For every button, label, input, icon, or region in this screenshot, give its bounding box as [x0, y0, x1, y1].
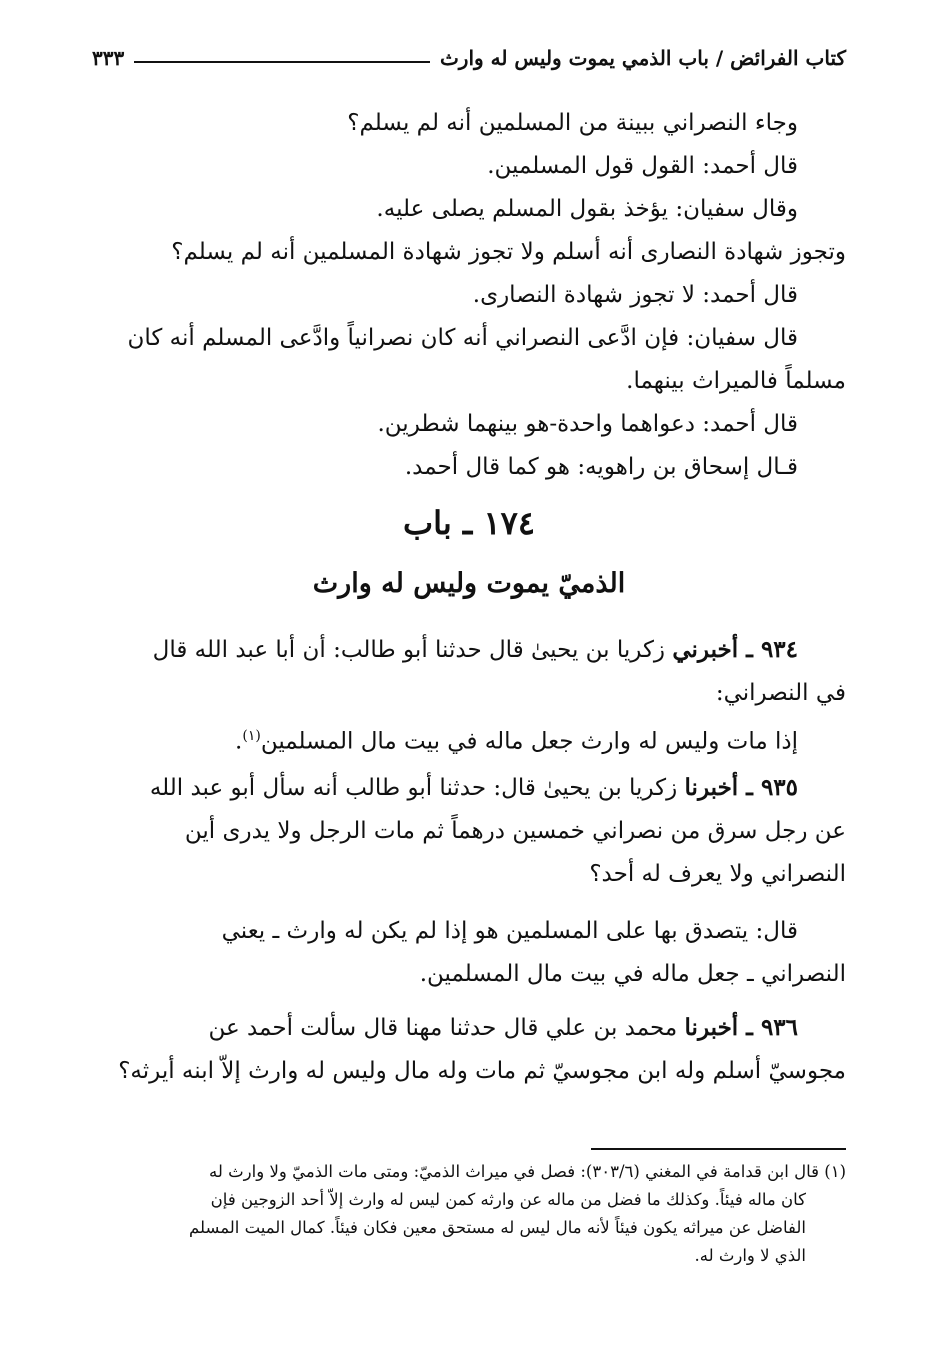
text-line — [92, 628, 846, 672]
hadith-934 — [92, 628, 846, 764]
text-line: وقال سفيان: يؤخذ بقول المسلم يصلى عليه. — [376, 196, 798, 222]
footnote-line: كان ماله فيئاً. وكذلك ما فضل من ماله عن وارثه كمن ليس له وارث إلاّ أحد الزوجين فإن — [210, 1190, 806, 1209]
text-line: في النصراني: — [715, 680, 846, 706]
text-line — [92, 715, 846, 764]
text-line: قال: يتصدق بها على المسلمين هو إذا لم يكن له وارث ـ يعني — [221, 918, 798, 944]
page-number: ٣٣٣ — [92, 46, 125, 70]
text-line: النصراني ـ جعل ماله في بيت مال المسلمين. — [419, 961, 846, 987]
text-line: مجوسيّ أسلم وله ابن مجوسيّ ثم مات وله مال وليس له وارث إلاّ ابنه أيرثه؟ — [118, 1058, 846, 1084]
period: . — [235, 728, 243, 755]
footnote-separator — [591, 1148, 846, 1150]
hadith-935 — [92, 766, 846, 896]
hadith-text: محمد بن علي قال حدثنا مهنا قال سألت أحمد عن — [208, 1015, 685, 1041]
section-dialogue — [92, 102, 846, 489]
text-line: قال سفيان: فإن ادَّعى النصراني أنه كان نصرانياً وادَّعى المسلم أنه كان — [127, 325, 798, 351]
text-line: وجاء النصراني ببينة من المسلمين أنه لم يسلم؟ — [347, 110, 798, 136]
text-line — [92, 1006, 846, 1050]
text-line: وتجوز شهادة النصارى أنه أسلم ولا تجوز شهادة المسلمين أنه لم يسلم؟ — [171, 239, 846, 265]
hadith-label: ٩٣٦ ـ أخبرنا — [684, 1014, 798, 1041]
answer-935 — [92, 910, 846, 996]
text-line: النصراني ولا يعرف له أحد؟ — [589, 861, 846, 887]
text-line: قال أحمد: لا تجوز شهادة النصارى. — [472, 282, 798, 308]
text-line: مسلماً فالميراث بينهما. — [626, 368, 846, 394]
footnote-line: (١) قال ابن قدامة في المغني (٣٠٣/٦): فصل في ميراث الذميّ: ومتى مات الذميّ ولا وارث له — [209, 1162, 846, 1181]
hadith-text: زكريا بن يحيىٰ قال: حدثنا أبو طالب أنه سأل أبو عبد الله — [149, 775, 685, 801]
text-line: قال أحمد: دعواهما واحدة-هو بينهما شطرين. — [377, 411, 798, 437]
text-line: قـال إسحاق بن راهويه: هو كما قال أحمد. — [404, 454, 798, 480]
footnote-line: الذي لا وارث له. — [694, 1246, 806, 1265]
chapter-subtitle: الذميّ يموت وليس له وارث — [312, 568, 626, 599]
footnote-ref: (١) — [242, 728, 261, 744]
header-title: كتاب الفرائض / باب الذمي يموت وليس له وارث — [439, 46, 846, 70]
header-rule — [134, 61, 430, 63]
text-line: عن رجل سرق من نصراني خمسين درهماً ثم مات الرجل ولا يدرى أين — [184, 818, 846, 844]
hadith-text: إذا مات وليس له وارث جعل ماله في بيت مال المسلمين — [260, 728, 798, 755]
hadith-label: ٩٣٥ ـ أخبرنا — [684, 774, 798, 801]
running-header — [92, 38, 846, 78]
footnotes — [92, 1158, 846, 1270]
text-line — [92, 766, 846, 810]
text-line: قال أحمد: القول قول المسلمين. — [487, 153, 798, 179]
chapter-number-heading: ١٧٤ ـ باب — [403, 504, 535, 542]
hadith-text: زكريا بن يحيىٰ قال حدثنا أبو طالب: أن أبا عبد الله قال — [152, 637, 673, 663]
hadith-936 — [92, 1006, 846, 1093]
footnote-line: الفاضل عن ميراثه يكون فيئاً لأنه مال ليس له مستحق معين فكان فيئاً. كمال الميت المسلم — [189, 1218, 806, 1237]
hadith-label: ٩٣٤ ـ أخبرني — [672, 636, 798, 663]
